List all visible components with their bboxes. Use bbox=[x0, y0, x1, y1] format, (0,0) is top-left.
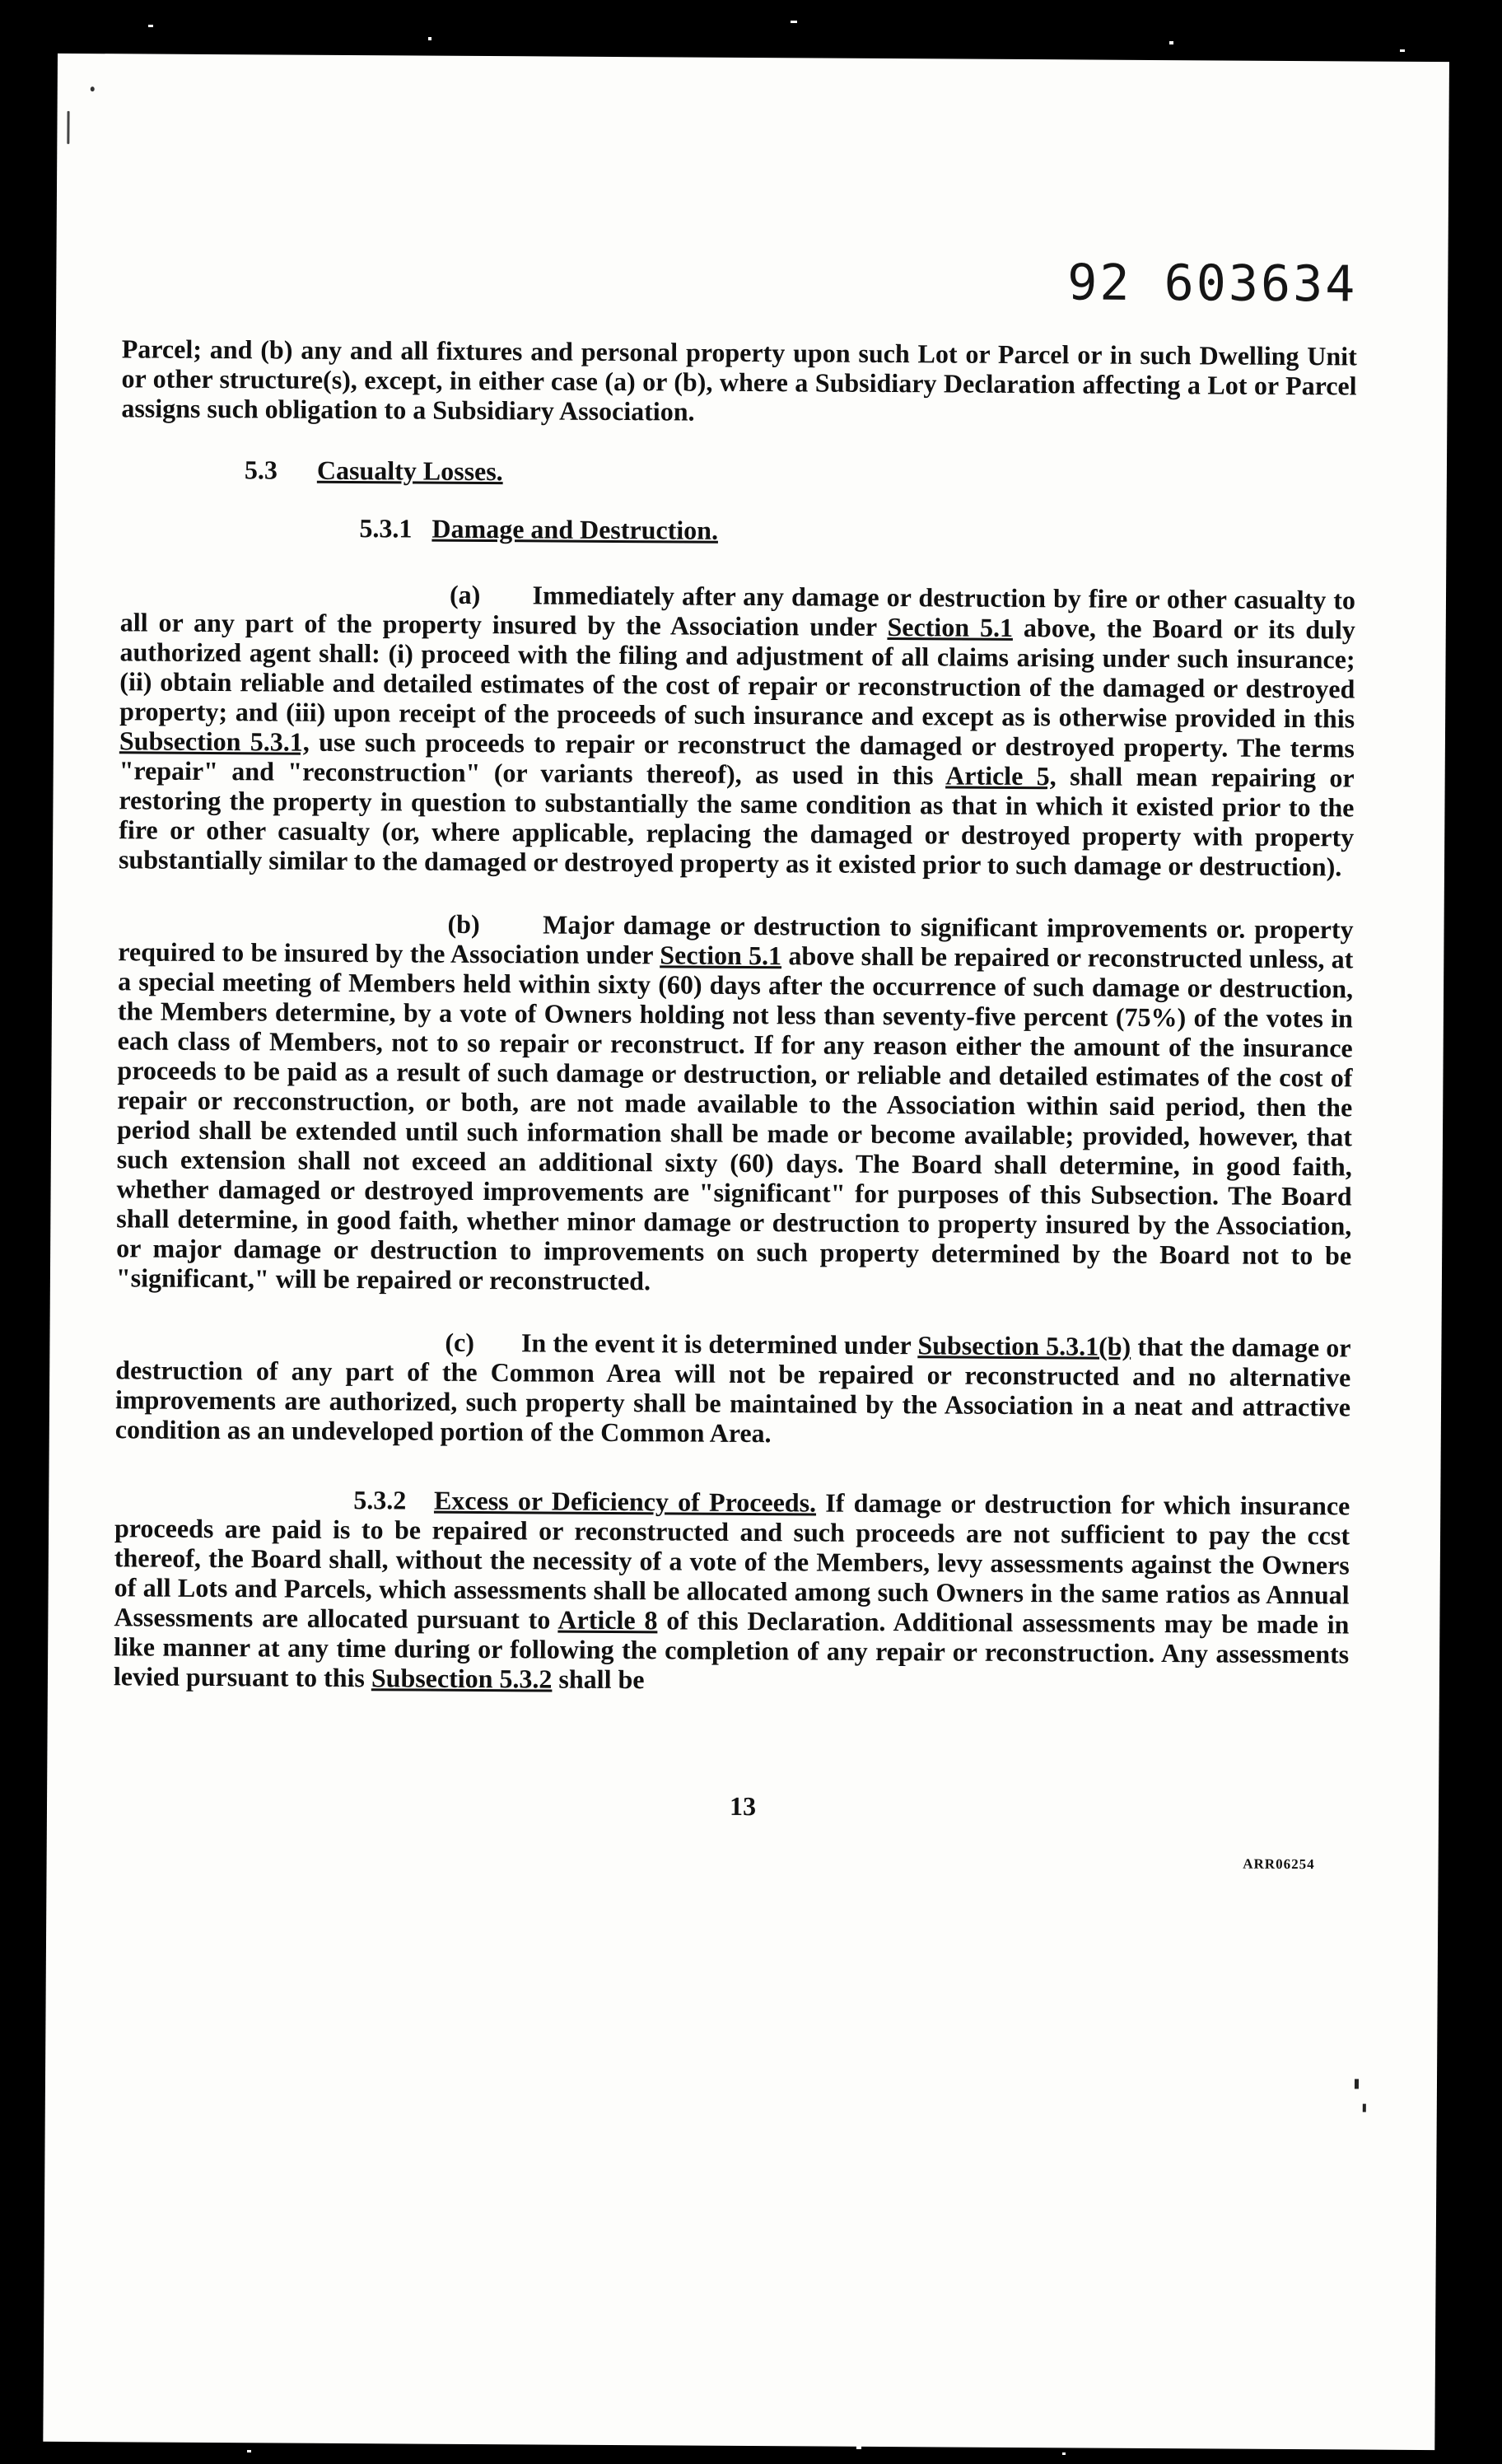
paragraph-text: If damage or destruction for which insurance proceeds are paid is to be repaired or reconstructed and such proceeds are not sufficient to pay the ccst thereof, the Board shall, without the necessity of a vote of the Members, levy assessments against the Owners of all Lots and Parcels, which assessments shall be allocated among such Owners in the same ratios as Annual Assessments are allocated pursuant to bbox=[114, 1487, 1350, 1635]
scan-mark bbox=[67, 111, 69, 144]
document-page bbox=[43, 54, 1449, 2450]
section-5-3-1-heading bbox=[359, 513, 1355, 548]
cross-reference: Article 5, bbox=[945, 760, 1057, 791]
subsection-title: Damage and Destruction. bbox=[431, 513, 719, 545]
scan-speck bbox=[148, 25, 153, 27]
paragraph-b bbox=[116, 907, 1354, 1300]
paragraph-text: above, the Board or its duly authorized agent shall: (i) proceed with the filing and adjustment of all claims arising under such insurance; (ii) obtain reliable and detailed estimates of the cost of repair or reconstruction of the damaged or destroyed property; and (iii) upon receipt of the proceeds of such insurance and except as is otherwise provided in this bbox=[119, 613, 1355, 734]
scan-mark bbox=[1355, 2079, 1359, 2089]
scan-speck bbox=[91, 86, 95, 91]
scan-speck bbox=[791, 21, 797, 23]
cross-reference: Subsection 5.3.2 bbox=[371, 1663, 553, 1694]
scan-speck bbox=[1400, 49, 1405, 52]
paragraph-text: that the damage or destruction of any part of the Common Area will not be repaired or reconstructed and no alternative improvements are authorized, such property shall be maintained by the Association in a neat and attractive condition as an undeveloped portion of the Common Area. bbox=[114, 1331, 1351, 1449]
page-number: 13 bbox=[729, 1790, 757, 1822]
paragraph-text: Major damage or destruction to significant improvements or. property required to be insured by the Association under bbox=[118, 909, 1354, 970]
cross-reference: Section 5.1 bbox=[887, 612, 1014, 642]
section-number: 5.3 bbox=[244, 455, 278, 485]
subsection-number: 5.3.1 bbox=[359, 513, 413, 544]
scan-speck bbox=[1169, 41, 1173, 44]
cross-reference: Article 8 bbox=[557, 1604, 658, 1636]
paragraph-text: above shall be repaired or reconstructed unless, at a special meeting of Members held within sixty (60) days after the occurrence of such damage or destruction, the Members determine, by a vote of Owners holding not less than seventy-five percent (75%) of the votes in each class of Members, not to so repair or reconstruct. If for any reason either the amount of the insurance proceeds to be paid as a result of such damage or destruction, or reliable and detailed estimates of the cost of repair or recconstruction, or both, are not made available to the Association within said period, then the period shall be extended until such information shall be made or become available; provided, however, that such extension shall not exceed an additional sixty (60) days. The Board shall determine, in good faith, whether damaged or destroyed improvements are "significant" for purposes of this Subsection. The Board shall determine, in good faith, whether minor damage or destruction to property insured by the Association, or major damage or destruction to improvements on such property determined by the Board not to be "significant," will be repaired or reconstructed. bbox=[115, 940, 1354, 1296]
paragraph-text: In the event it is determined under bbox=[520, 1328, 912, 1360]
section-title: Casualty Losses. bbox=[316, 455, 503, 487]
paragraph-text: of this Declaration. Additional assessments may be made in like manner at any time during or following the completion of any repair or reconstruction. Any assessments levied pursuant to this bbox=[113, 1605, 1350, 1693]
bates-number: ARR06254 bbox=[1243, 1855, 1315, 1873]
subsection-title: Excess or Deficiency of Proceeds. bbox=[433, 1485, 817, 1518]
cross-reference: Subsection 5.3.1(b) bbox=[917, 1330, 1131, 1361]
paragraph-text: shall mean repairing or restoring the property in question to substantially the same condition as that in which it existed prior to the fire or other casualty (or, where applicable, replacing the damaged or destroyed property with property substantially similar to the damaged or destroyed property as it existed prior to such damage or destruction). bbox=[118, 761, 1355, 882]
subsection-number: 5.3.2 bbox=[353, 1485, 407, 1515]
section-5-3-2-paragraph bbox=[114, 1483, 1350, 1698]
paragraph-text: use such proceeds to repair or reconstruct the damaged or destroyed property. The terms "repair" and "reconstruction" (or variants thereof), as used in this bbox=[119, 726, 1355, 791]
body-text bbox=[114, 334, 1357, 1698]
paragraph-text: Immediately after any damage or destruction by fire or other casualty to all or any part of the property insured by the Association under bbox=[119, 580, 1356, 642]
scan-speck bbox=[856, 2446, 861, 2449]
paragraph-label: (c) bbox=[445, 1327, 475, 1357]
cross-reference: Subsection 5.3.1, bbox=[119, 726, 310, 757]
paragraph-label: (a) bbox=[449, 579, 481, 609]
cross-reference: Section 5.1 bbox=[660, 940, 782, 971]
scan-speck bbox=[247, 2450, 251, 2452]
scan-speck bbox=[428, 37, 431, 40]
intro-paragraph: Parcel; and (b) any and all fixtures and personal property upon such Lot or Parcel or in such Dwelling Unit or other structure(s), except, in either case (a) or (b), where a Subsidiary Declaration affecting a Lot or Parcel assigns such obligation to a Subsidiary Association. bbox=[121, 334, 1357, 427]
scan-mark bbox=[1363, 2104, 1366, 2112]
paragraph-label: (b) bbox=[447, 908, 480, 939]
scan-speck bbox=[1062, 2452, 1066, 2455]
paragraph-c bbox=[115, 1325, 1351, 1451]
section-5-3-heading bbox=[245, 455, 1356, 491]
paragraph-a bbox=[119, 577, 1355, 881]
paragraph-text: shall be bbox=[558, 1664, 645, 1695]
document-number: 92 603634 bbox=[1067, 254, 1358, 314]
